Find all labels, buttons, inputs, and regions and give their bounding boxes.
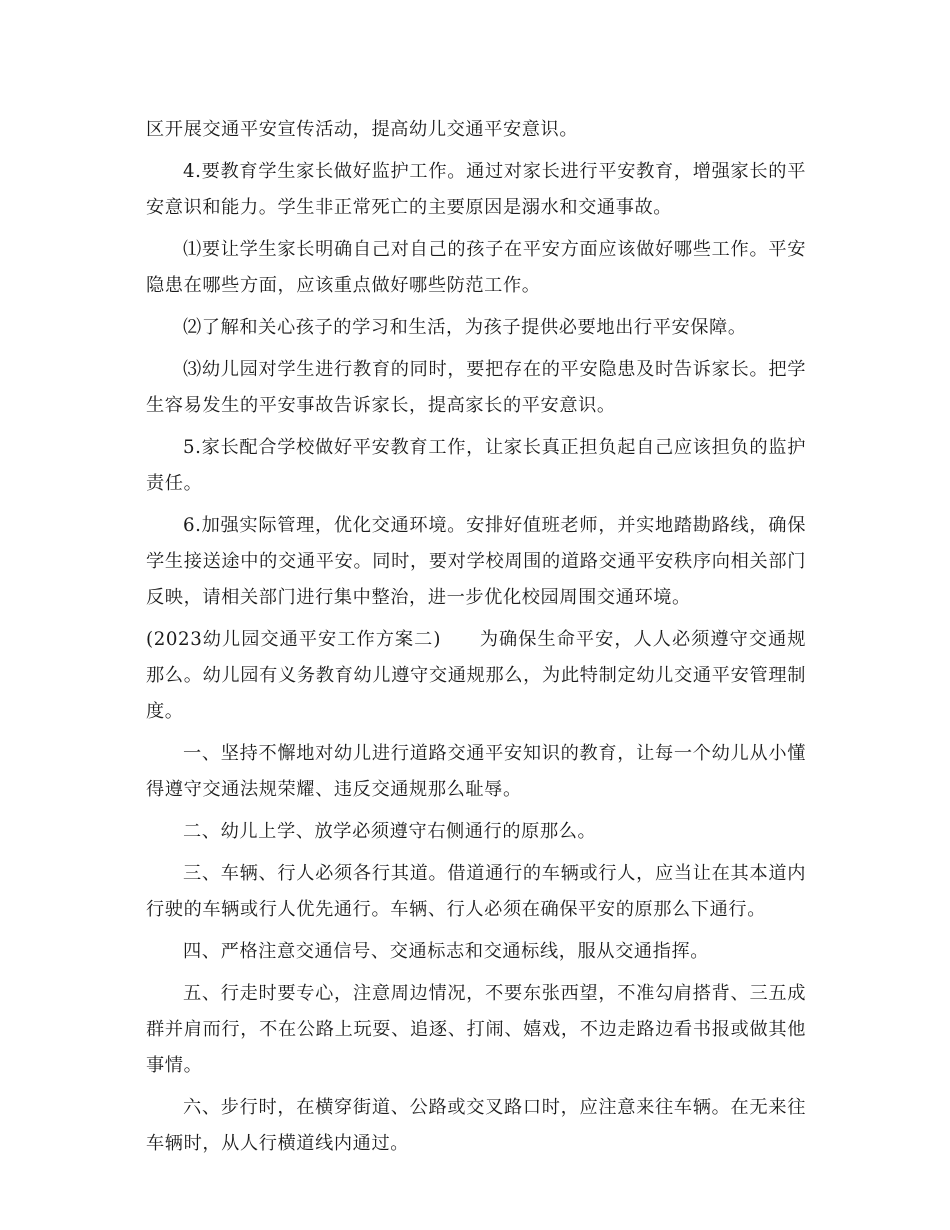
paragraph-item-5: 5.家长配合学校做好平安教育工作，让家长真正担负起自己应该担负的监护责任。 bbox=[146, 437, 806, 494]
paragraph-rule-6: 六、步行时，在横穿街道、公路或交叉路口时，应注意来往车辆。在无来往车辆时，从人行横道线内通过。 bbox=[146, 1097, 806, 1154]
paragraph-item-4: 4.要教育学生家长做好监护工作。通过对家长进行平安教育，增强家长的平安意识和能力。学生非正常死亡的主要原因是溺水和交通事故。 bbox=[146, 161, 806, 218]
paragraph-sub-2: ⑵了解和关心孩子的学习和生活，为孩子提供必要地出行平安保障。 bbox=[183, 317, 747, 338]
paragraph-item-6: 6.加强实际管理，优化交通环境。安排好值班老师，并实地踏勘路线，确保学生接送途中的交通平安。同时，要对学校周围的道路交通平安秩序向相关部门反映，请相关部门进行集中整治，进一步优化校园周围交通环境。 bbox=[146, 515, 806, 608]
document-body bbox=[146, 112, 806, 1168]
paragraph-plan-two-intro: (2023幼儿园交通平安工作方案二) 为确保生命平安，人人必须遵守交通规那么。幼儿园有义务教育幼儿遵守交通规那么，为此特制定幼儿交通平安管理制度。 bbox=[146, 629, 806, 722]
paragraph-rule-5: 五、行走时要专心，注意周边情况，不要东张西望，不准勾肩搭背、三五成群并肩而行，不在公路上玩耍、追逐、打闹、嬉戏，不边走路边看书报或做其他事情。 bbox=[146, 983, 806, 1076]
paragraph-sub-1: ⑴要让学生家长明确自己对自己的孩子在平安方面应该做好哪些工作。平安隐患在哪些方面，应该重点做好哪些防范工作。 bbox=[146, 239, 806, 296]
paragraph-rule-4: 四、严格注意交通信号、交通标志和交通标线，服从交通指挥。 bbox=[183, 941, 710, 962]
paragraph-rule-2: 二、幼儿上学、放学必须遵守右侧通行的原那么。 bbox=[183, 821, 597, 842]
paragraph-rule-1: 一、坚持不懈地对幼儿进行道路交通平安知识的教育，让每一个幼儿从小懂得遵守交通法规荣耀、违反交通规那么耻辱。 bbox=[146, 743, 806, 800]
paragraph-continuation: 区开展交通平安宣传活动，提高幼儿交通平安意识。 bbox=[146, 119, 579, 140]
paragraph-sub-3: ⑶幼儿园对学生进行教育的同时，要把存在的平安隐患及时告诉家长。把学生容易发生的平安事故告诉家长，提高家长的平安意识。 bbox=[146, 359, 806, 416]
paragraph-rule-3: 三、车辆、行人必须各行其道。借道通行的车辆或行人，应当让在其本道内行驶的车辆或行人优先通行。车辆、行人必须在确保平安的原那么下通行。 bbox=[146, 863, 806, 920]
